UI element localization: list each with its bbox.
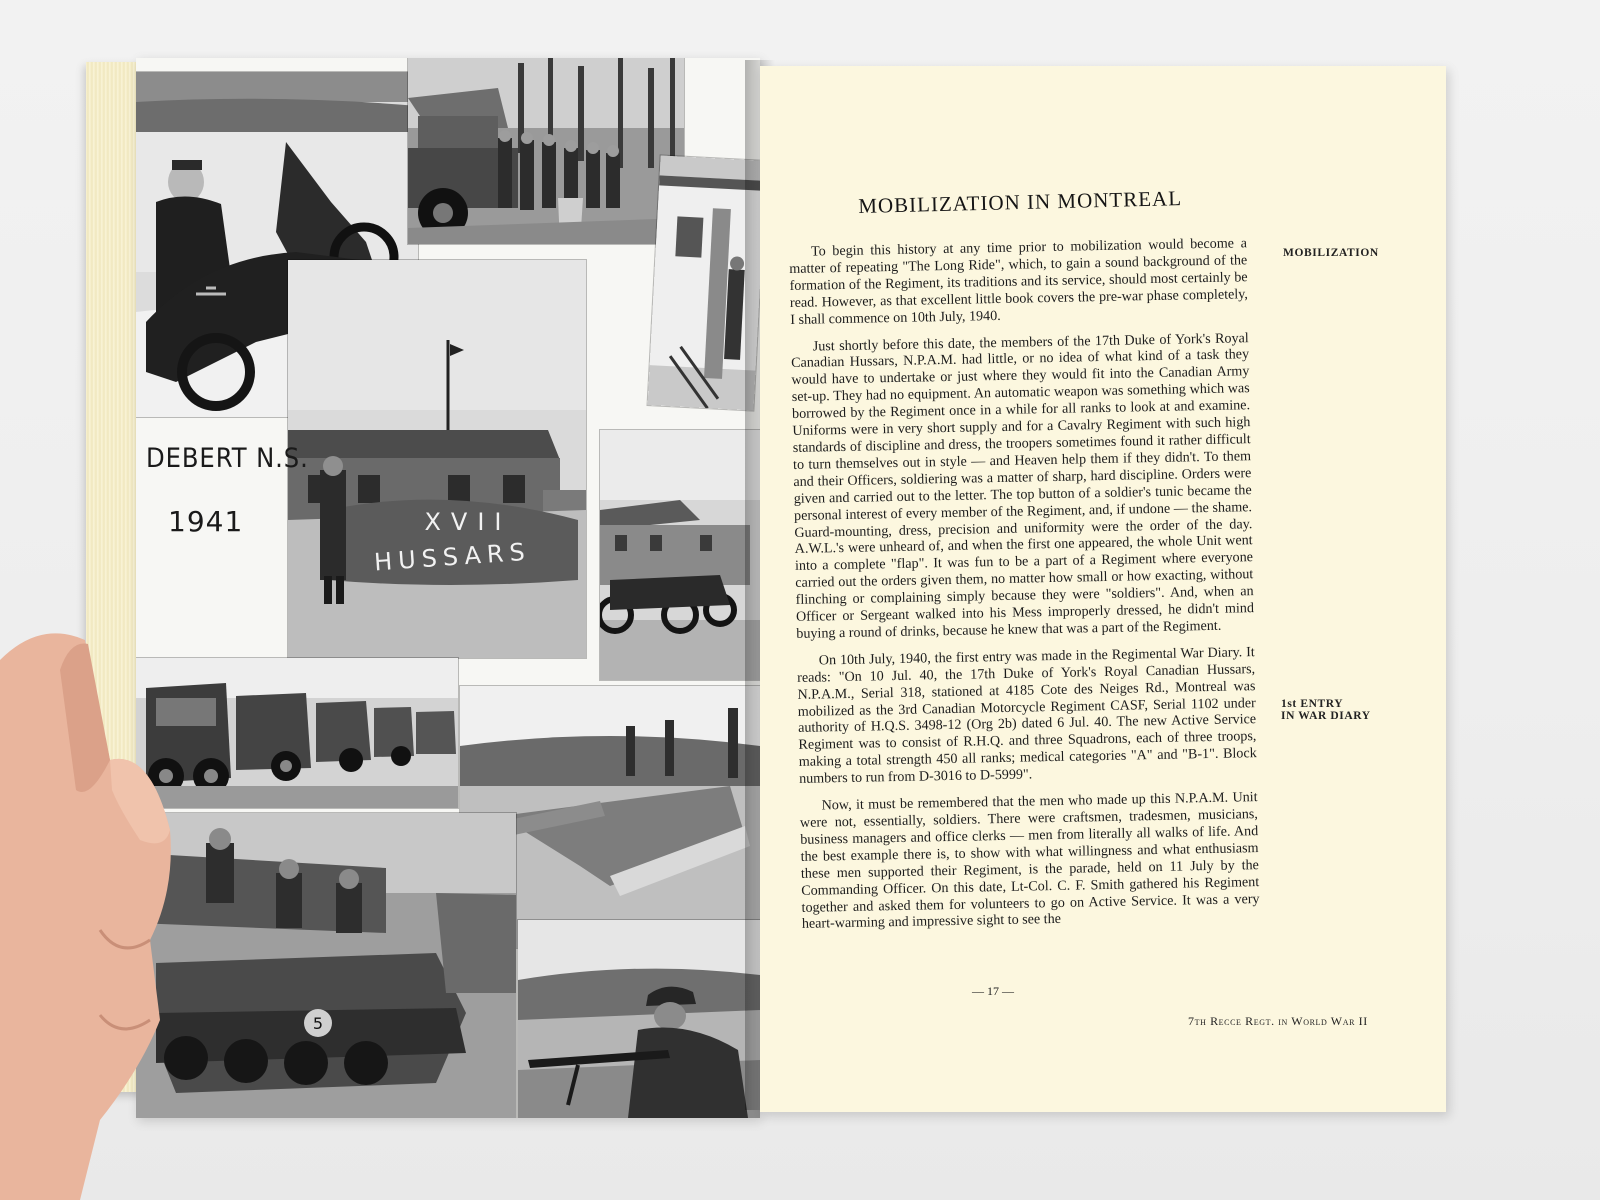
sign-text-hussars: HUSSARS [373, 537, 532, 577]
photo-caption-place: DEBERT N.S. [146, 443, 309, 474]
margin-note-war-diary-line-2: IN WAR DIARY [1281, 710, 1371, 722]
photo-hut-with-sentry [648, 155, 760, 410]
margin-note-war-diary-line-1: 1st ENTRY [1281, 698, 1344, 710]
page-number: — 17 — [972, 984, 1014, 998]
photo-soldiers-by-truck [408, 58, 684, 244]
page-title: MOBILIZATION IN MONTREAL [858, 186, 1183, 218]
paragraph-1: To begin this history at any time prior to mobilization would become a matter of repeating "The Long Ride", which, to gain a sound background of the formation of the Regiment, its traditions and its service, should most certainly be read. However, as that excellent little book covers the pre-war phase completely, I shall commence on 10th July, 1940. [789, 235, 1249, 328]
photo-bren-carrier-crew [136, 813, 516, 1118]
sign-text-xvii: XVII [424, 508, 512, 536]
margin-note-mobilization: MOBILIZATION [1283, 247, 1379, 259]
photo-caption-year: 1941 [168, 505, 244, 538]
running-footer: 7th Recce Regt. in World War II [1188, 1014, 1368, 1028]
left-photo-page [136, 58, 760, 1118]
hand-holding-book [0, 600, 190, 1200]
paragraph-4: Now, it must be remembered that the men who made up this N.P.A.M. Unit were not, essentially, soldiers. There were craftsmen, tradesmen, musicians, business managers and office clerks — men from literally all walks of life. And the best example there is, to show with what willingness and what enthusiasm these men supported their Regiment, is the parade, held on 11 July by the Commanding Officer. On this date, Lt-Col. C. F. Smith gathered his Regiment together and asked them for volunteers to go on Active Service. It was a very heart-warming and impressive sight to see the [799, 789, 1260, 933]
photo-hussars-sign-barracks [288, 260, 586, 658]
margin-note-war-diary [1281, 698, 1371, 722]
carrier-number: 5 [312, 1014, 324, 1033]
paragraph-3: On 10th July, 1940, the first entry was made in the Regimental War Diary. It reads: "On 10 Jul. 40, the 17th Duke of York's Royal Canadian Hussars, N.P.A.M., Serial 318, stationed at 4185 Cote des Neiges Rd., Montreal was mobilized as the 3rd Canadian Motorcycle Regiment CASF, Serial 1102 under authority of H.Q.S. 3498-12 (Org 2b) dated 6 Jul. 40. The new Active Service Regiment was to consist of R.H.Q. and three Squadrons, each of three troops, making a total strength 450 all ranks; medical categories "A" and "B-1". Block numbers to run from D-3016 to D-5999". [797, 643, 1257, 788]
photo-motorcycles-barracks [600, 430, 760, 680]
photo-machine-gunner [518, 920, 760, 1118]
right-text-page [760, 66, 1446, 1112]
paragraph-2: Just shortly before this date, the members of the 17th Duke of York's Royal Canadian Hussars, N.P.A.M. had little, or no idea of what kind of a task they would have to undertake or just where they would fit into the Canadian Army set-up. They had no equipment. An automatic weapon was something which was borrowed by the Regiment once in a while for all ranks to look at and examine. Uniforms were in very short supply and for a Cavalry Regiment with such high standards of discipline and dress, the troopers sometimes found it rather difficult to turn themselves out in style — and Heaven help them if they didn't. To them and their Officers, soldiering was a matter of sharp, hard discipline. Orders were given and carried out to the letter. The top button of a soldier's tunic became the personal interest of every member of the Regiment, and, if undone — the shame. Guard-mounting, dress, precision and uniformity were the order of the day. A.W.L.'s were unheard of, and when the first one appeared, the whole Unit went into a complete "flap". It was fun to be a part of a Regiment where everyone carried out the orders given them, no matter how small or how exacting, without flinching or complaining simply because they were "soldiers". And, when an Officer or Sergeant walked into his Mess improperly dressed, he didn't mind buying a round of drinks, because he knew that was a part of the Regiment. [790, 329, 1255, 642]
body-text-block [788, 191, 1260, 943]
